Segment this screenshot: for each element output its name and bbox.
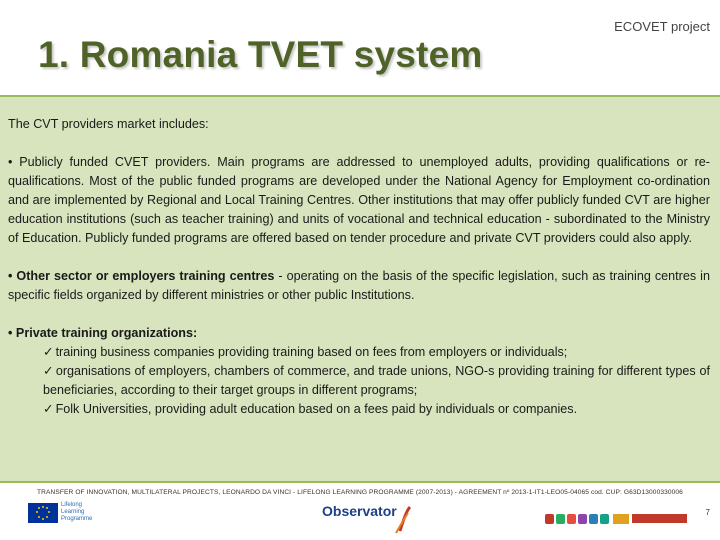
list-item-text: organisations of employers, chambers of commerce, and trade unions, NGO-s providing training for different types of beneficiaries, according to their target groups in different programs; bbox=[43, 364, 710, 397]
partner-logos bbox=[545, 510, 687, 528]
bullet-icon: • bbox=[8, 269, 17, 283]
partner-logo-icon bbox=[556, 514, 565, 524]
list-item bbox=[43, 400, 710, 419]
paragraph-lead: Other sector or employers training centres bbox=[16, 269, 275, 283]
partner-logo-icon bbox=[600, 514, 609, 524]
llp-logo-icon bbox=[613, 514, 629, 524]
bullet-icon: • bbox=[8, 155, 20, 169]
paragraph-body: - operating on the basis of the specific legislation, such as training centres in specific fields organized by different ministries or other public Institutions. bbox=[8, 269, 710, 302]
footer-agreement-text: TRANSFER OF INNOVATION, MULTILATERAL PROJECTS, LEONARDO DA VINCI - LIFELONG LEARNING PROGRAMME (2007-2013) - AGREEMENT nº 2013-1-IT1-LEO05-04065 cod. CUP: G63D13000330006 bbox=[37, 489, 683, 496]
bullet-icon: • bbox=[8, 326, 16, 340]
paragraph-body: Main programs are addressed to unemployed adults, providing qualifications or re-qualifications. Most of the public funded programs are developed under the National Agency for Employment co-ordination and are implemented by Regional and Local Training Centres. Other institutions that may offer publicly funded CVT are higher education institutions (such as teacher training) and units of vocational and technical education - subordinated to the Ministry of Education. Publicly funded programs are offered based on tender procedure and private CVT providers could also apply. bbox=[8, 155, 710, 245]
paragraph-private-orgs bbox=[8, 324, 710, 419]
slide-title: 1. Romania TVET system bbox=[38, 34, 483, 75]
partner-banner-icon bbox=[632, 514, 687, 523]
partner-logo-icon bbox=[545, 514, 554, 524]
llp-label: Lifelong Learning Programme bbox=[61, 502, 93, 522]
intro-text: The CVT providers market includes: bbox=[8, 117, 209, 131]
project-label: ECOVET project bbox=[614, 19, 710, 34]
partner-logo-icon bbox=[567, 514, 576, 524]
list-item bbox=[43, 343, 710, 362]
check-list bbox=[43, 343, 710, 419]
paragraph-lead: Private training organizations: bbox=[15, 326, 198, 340]
observator-title: Observator bbox=[322, 503, 397, 519]
partner-logo-icon bbox=[578, 514, 587, 524]
paragraph-public-providers bbox=[8, 153, 710, 248]
page-number: 7 bbox=[705, 508, 710, 517]
list-item-text: Folk Universities, providing adult education based on a fees paid by individuals or companies. bbox=[55, 402, 578, 416]
list-item bbox=[43, 362, 710, 400]
partner-logo-icon bbox=[589, 514, 598, 524]
list-item-text: training business companies providing training based on fees from employers or individuals; bbox=[55, 345, 568, 359]
eu-flag-icon bbox=[28, 503, 58, 523]
check-icon: ✓ bbox=[43, 364, 54, 378]
check-icon: ✓ bbox=[43, 345, 54, 359]
observator-swirl-icon bbox=[362, 503, 412, 537]
content-panel bbox=[0, 95, 720, 483]
check-icon: ✓ bbox=[43, 402, 54, 416]
paragraph-sector-centres bbox=[8, 267, 710, 305]
paragraph-lead: Publicly funded CVET providers. bbox=[19, 155, 211, 169]
slide-header bbox=[0, 0, 720, 95]
